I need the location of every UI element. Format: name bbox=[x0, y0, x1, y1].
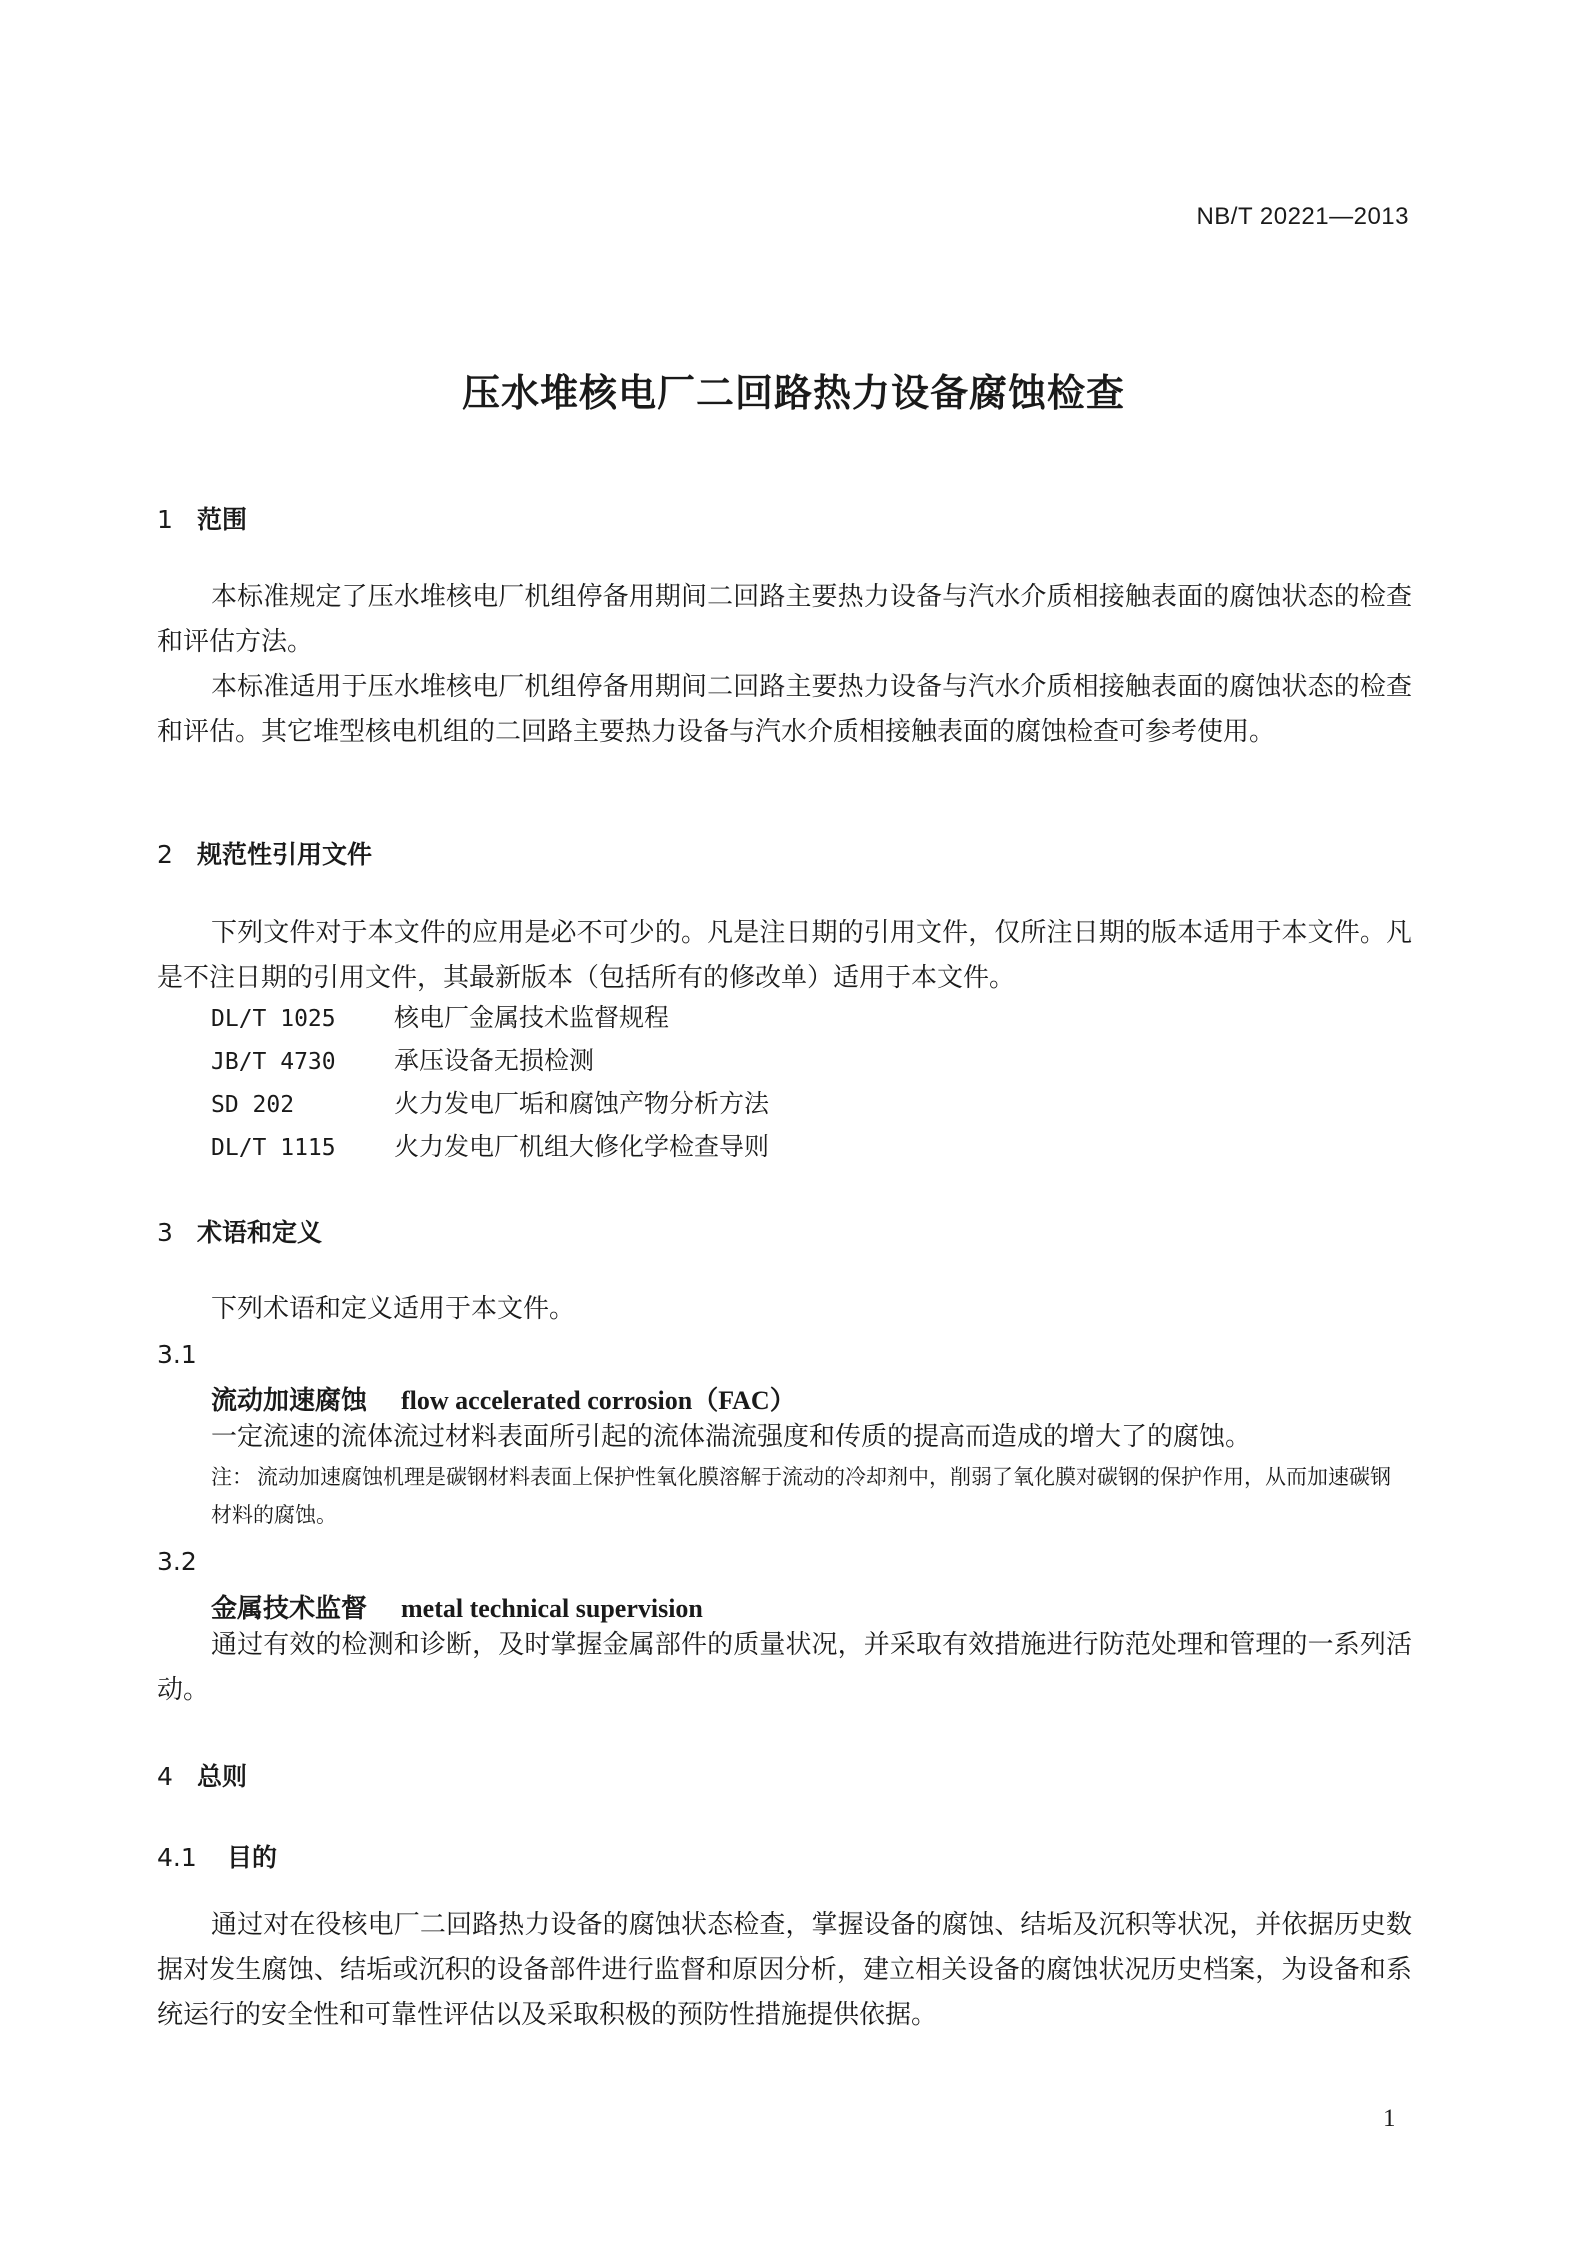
section-heading-scope bbox=[157, 500, 247, 536]
term-definition: 一定流速的流体流过材料表面所引起的流体湍流强度和传质的提高而造成的增大了的腐蚀。 bbox=[211, 1422, 1252, 1452]
reference-code: DL/T 1115 bbox=[211, 1135, 336, 1161]
note-label: 注： bbox=[211, 1465, 253, 1489]
document-title: 压水堆核电厂二回路热力设备腐蚀检查 bbox=[461, 371, 1125, 415]
section-heading-normative-references bbox=[157, 835, 372, 871]
reference-code: SD 202 bbox=[211, 1092, 295, 1118]
reference-item bbox=[211, 1084, 769, 1120]
section-number: 1 bbox=[157, 505, 173, 534]
section-number: 4 bbox=[157, 1762, 173, 1791]
reference-code: JB/T 4730 bbox=[211, 1049, 336, 1075]
reference-title: 承压设备无损检测 bbox=[394, 1046, 595, 1075]
term-en: metal technical supervision bbox=[401, 1594, 703, 1623]
term-number: 3.1 bbox=[157, 1340, 197, 1369]
reference-title: 火力发电厂机组大修化学检查导则 bbox=[394, 1132, 770, 1161]
term-en: flow accelerated corrosion（FAC） bbox=[401, 1386, 796, 1415]
standard-code: NB/T 20221—2013 bbox=[1196, 203, 1409, 230]
term-note bbox=[211, 1458, 1411, 1534]
term-definition: 通过有效的检测和诊断，及时掌握金属部件的质量状况，并采取有效措施进行防范处理和管理的一系列活动。 bbox=[157, 1630, 1412, 1705]
references-paragraph: 下列文件对于本文件的应用是必不可少的。凡是注日期的引用文件，仅所注日期的版本适用于本文件。凡是不注日期的引用文件，其最新版本（包括所有的修改单）适用于本文件。 bbox=[157, 918, 1412, 993]
reference-title: 火力发电厂垢和腐蚀产物分析方法 bbox=[394, 1089, 770, 1118]
reference-code: DL/T 1025 bbox=[211, 1006, 336, 1032]
section-heading-terms bbox=[157, 1213, 322, 1249]
page-number: 1 bbox=[1383, 2105, 1396, 2132]
reference-item bbox=[211, 1127, 769, 1163]
term-zh: 金属技术监督 bbox=[211, 1594, 368, 1624]
reference-item bbox=[211, 1041, 594, 1077]
section-number: 2 bbox=[157, 840, 173, 869]
section-number: 3 bbox=[157, 1218, 173, 1247]
section-title: 规范性引用文件 bbox=[197, 840, 373, 869]
term-heading bbox=[211, 1588, 703, 1625]
purpose-paragraph: 通过对在役核电厂二回路热力设备的腐蚀状态检查，掌握设备的腐蚀、结垢及沉积等状况，并依据历史数据对发生腐蚀、结垢或沉积的设备部件进行监督和原因分析，建立相关设备的腐蚀状况历史档案，为设备和系统运行的安全性和可靠性评估以及采取积极的预防性措施提供依据。 bbox=[157, 1910, 1412, 2030]
note-text: 流动加速腐蚀机理是碳钢材料表面上保护性氧化膜溶解于流动的冷却剂中，削弱了氧化膜对碳钢的保护作用，从而加速碳钢材料的腐蚀。 bbox=[211, 1465, 1391, 1527]
subsection-heading-purpose bbox=[157, 1838, 277, 1874]
reference-title: 核电厂金属技术监督规程 bbox=[394, 1003, 670, 1032]
term-heading bbox=[211, 1380, 796, 1417]
term-zh: 流动加速腐蚀 bbox=[211, 1386, 368, 1416]
scope-paragraph-1: 本标准规定了压水堆核电厂机组停备用期间二回路主要热力设备与汽水介质相接触表面的腐蚀状态的检查和评估方法。 bbox=[157, 582, 1412, 657]
terms-paragraph: 下列术语和定义适用于本文件。 bbox=[211, 1294, 576, 1324]
scope-paragraph-2: 本标准适用于压水堆核电厂机组停备用期间二回路主要热力设备与汽水介质相接触表面的腐蚀状态的检查和评估。其它堆型核电机组的二回路主要热力设备与汽水介质相接触表面的腐蚀检查可参考使用。 bbox=[157, 672, 1412, 747]
subsection-title: 目的 bbox=[227, 1843, 278, 1872]
section-title: 总则 bbox=[197, 1762, 248, 1791]
section-heading-general bbox=[157, 1757, 247, 1793]
subsection-number: 4.1 bbox=[157, 1843, 197, 1872]
reference-item bbox=[211, 998, 669, 1034]
section-title: 范围 bbox=[197, 505, 248, 534]
section-title: 术语和定义 bbox=[197, 1218, 323, 1247]
term-number: 3.2 bbox=[157, 1547, 197, 1576]
